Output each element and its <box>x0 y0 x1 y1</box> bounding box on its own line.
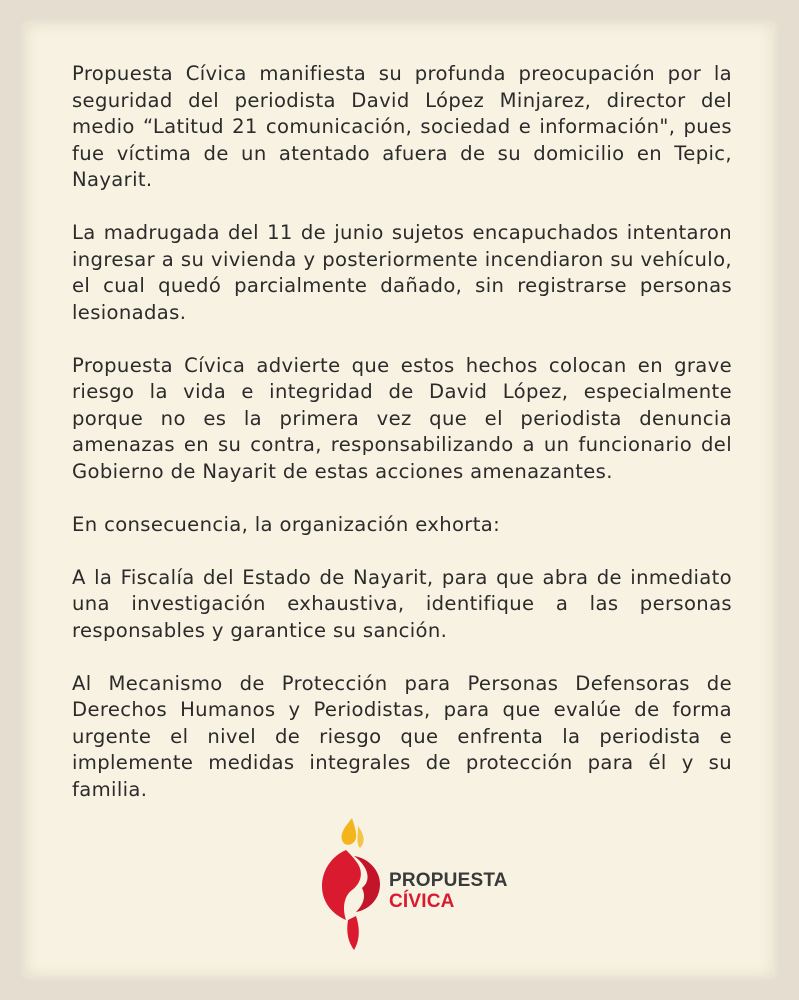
brand-line-propuesta: PROPUESTA <box>389 870 508 891</box>
brand-wordmark <box>389 871 508 913</box>
statement-body <box>72 61 732 830</box>
paragraph-6: Al Mecanismo de Protección para Personas Defensoras de Derechos Humanos y Periodistas, para que evalúe de forma urgente el nivel de riesgo que enfrenta la periodista e implemente medidas integrales de protección para él y su familia. <box>72 671 732 801</box>
paragraph-4: En consecuencia, la organización exhorta: <box>72 512 501 536</box>
flame-icon <box>318 816 388 952</box>
brand-line-civica: CÍVICA <box>389 891 455 912</box>
paragraph-2: La madrugada del 11 de junio sujetos encapuchados intentaron ingresar a su vivienda y posteriormente incendiaron su vehículo, el cual quedó parcialmente dañado, sin registrarse personas lesionadas. <box>72 221 732 324</box>
paragraph-1: Propuesta Cívica manifiesta su profunda preocupación por la seguridad del periodista David López Minjarez, director del medio “Latitud 21 comunicación, sociedad e información", pues fue víctima de un atentado afuera de su domicilio en Tepic, Nayarit. <box>72 62 732 191</box>
paragraph-5: A la Fiscalía del Estado de Nayarit, para que abra de inmediato una investigación exhaustiva, identifique a las personas responsables y garantice su sanción. <box>72 565 732 642</box>
paragraph-3: Propuesta Cívica advierte que estos hechos colocan en grave riesgo la vida e integridad de David López, especialmente porque no es la primera vez que el periodista denuncia amenazas en su contra, responsabilizando a un funcionario del Gobierno de Nayarit de estas acciones amenazantes. <box>72 353 732 483</box>
propuesta-civica-logo <box>318 816 528 956</box>
